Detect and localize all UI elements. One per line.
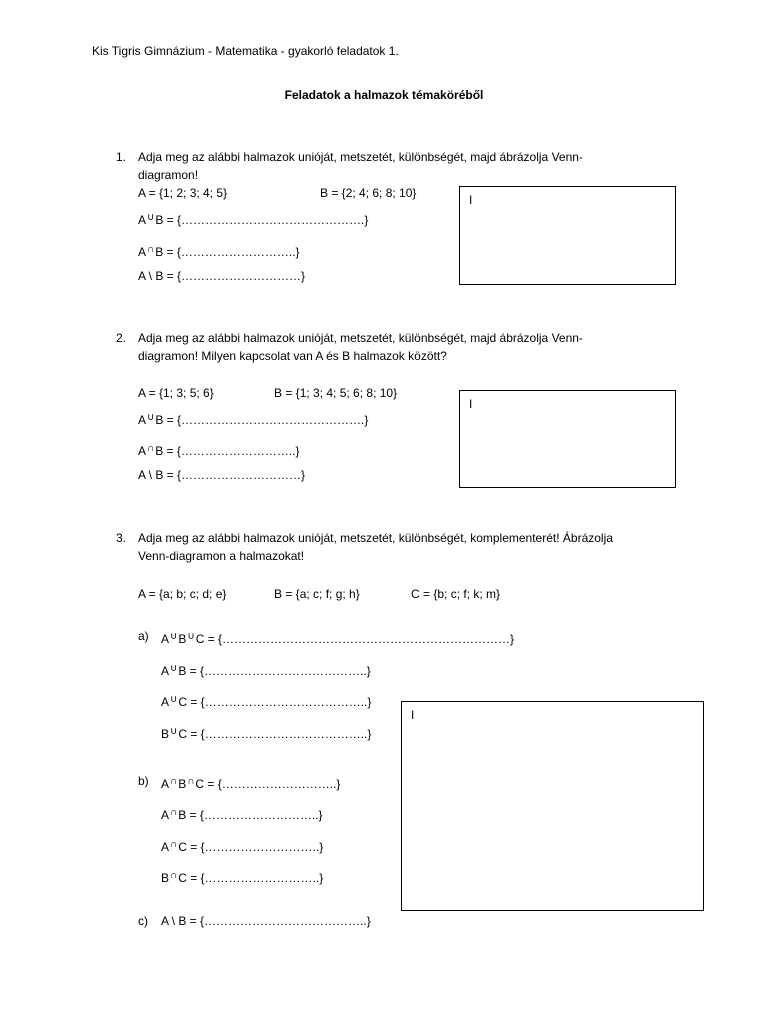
task-3-b-intersection-bc: [161, 868, 323, 886]
set-name: A: [161, 632, 170, 646]
text-cursor: I: [411, 708, 415, 722]
union-symbol: ∪: [147, 412, 155, 423]
task-3-c-difference: A \ B = {…………………………………..}: [161, 914, 371, 928]
union-symbol: ∪: [170, 726, 178, 737]
task-3-text-line1: Adja meg az alábbi halmazok unióját, metszetét, különbségét, komplementerét! Ábrázolja: [138, 531, 613, 545]
set-name: A: [161, 808, 170, 822]
union-symbol: ∪: [170, 631, 178, 642]
intersection-symbol: ∩: [170, 807, 178, 818]
task-2-text-line1: Adja meg az alábbi halmazok unióját, metszetét, különbségét, majd ábrázolja Venn-: [138, 331, 583, 345]
answer-blank: B = {………………………..}: [178, 808, 323, 822]
task-3-b-label: b): [138, 774, 149, 788]
task-2-difference: A \ B = {…………………………}: [138, 468, 306, 482]
task-3-set-b: B = {a; c; f; g; h}: [274, 587, 360, 601]
task-3-venn-box[interactable]: [401, 701, 704, 911]
task-3-a-union-ac: [161, 692, 371, 710]
task-1-venn-box[interactable]: [459, 186, 676, 285]
intersection-symbol: ∩: [170, 839, 178, 850]
task-2-set-b: B = {1; 3; 4; 5; 6; 8; 10}: [274, 386, 398, 400]
task-3-a-union-ab: [161, 661, 371, 679]
set-name: A: [138, 245, 147, 259]
answer-blank: C = {………………………………………………………………}: [195, 632, 515, 646]
set-name: A: [161, 777, 170, 791]
set-name: A: [161, 664, 170, 678]
task-1-set-b: B = {2; 4; 6; 8; 10}: [320, 186, 417, 200]
union-symbol: ∪: [187, 631, 195, 642]
task-2-text-line2: diagramon! Milyen kapcsolat van A és B halmazok között?: [138, 349, 447, 363]
answer-blank: C = {………………………..}: [178, 871, 324, 885]
task-2-intersection: [138, 441, 300, 459]
task-3-a-label: a): [138, 629, 149, 643]
task-3-text-line2: Venn-diagramon a halmazokat!: [138, 549, 305, 563]
task-3-a-union-abc: [161, 629, 514, 647]
answer-blank: B = {……………………………………….}: [155, 413, 369, 427]
text-cursor: I: [469, 397, 473, 411]
task-1-difference: A \ B = {…………………………}: [138, 269, 306, 283]
task-3-b-intersection-ab: [161, 805, 323, 823]
task-2-set-a: A = {1; 3; 5; 6}: [138, 386, 214, 400]
set-name: A: [138, 444, 147, 458]
task-3-number: 3.: [116, 531, 127, 545]
set-name: B: [178, 632, 187, 646]
set-name: B: [178, 777, 187, 791]
document-header: Kis Tigris Gimnázium - Matematika - gyakorló feladatok 1.: [92, 44, 399, 58]
answer-blank: C = {…………………………………..}: [178, 727, 372, 741]
intersection-symbol: ∩: [170, 870, 178, 881]
task-1-intersection: [138, 242, 300, 260]
text-cursor: I: [469, 193, 473, 207]
answer-blank: B = {…………………………………..}: [178, 664, 371, 678]
task-2-number: 2.: [116, 331, 127, 345]
task-1-number: 1.: [116, 150, 127, 164]
intersection-symbol: ∩: [147, 443, 155, 454]
union-symbol: ∪: [170, 663, 178, 674]
set-name: A: [161, 840, 170, 854]
intersection-symbol: ∩: [170, 776, 178, 787]
set-name: B: [161, 727, 170, 741]
set-name: A: [161, 695, 170, 709]
set-name: A: [138, 213, 147, 227]
set-name: A: [138, 413, 147, 427]
task-3-a-union-bc: [161, 724, 371, 742]
task-1-set-a: A = {1; 2; 3; 4; 5}: [138, 186, 228, 200]
answer-blank: C = {………………………..}: [178, 840, 324, 854]
answer-blank: B = {………………………..}: [155, 245, 300, 259]
task-3-set-a: A = {a; b; c; d; e}: [138, 587, 227, 601]
intersection-symbol: ∩: [147, 244, 155, 255]
task-1-text-line2: diagramon!: [138, 168, 199, 182]
answer-blank: C = {………………………..}: [195, 777, 341, 791]
union-symbol: ∪: [170, 694, 178, 705]
answer-blank: C = {…………………………………..}: [178, 695, 372, 709]
answer-blank: B = {………………………..}: [155, 444, 300, 458]
set-name: B: [161, 871, 170, 885]
task-3-set-c: C = {b; c; f; k; m}: [411, 587, 501, 601]
task-3-b-intersection-ac: [161, 837, 323, 855]
answer-blank: B = {……………………………………….}: [155, 213, 369, 227]
page-title: Feladatok a halmazok témaköréből: [284, 88, 484, 102]
task-2-union: [138, 410, 368, 428]
union-symbol: ∪: [147, 212, 155, 223]
task-3-c-label: c): [138, 914, 148, 928]
task-1-text-line1: Adja meg az alábbi halmazok unióját, metszetét, különbségét, majd ábrázolja Venn-: [138, 150, 583, 164]
task-3-b-intersection-abc: [161, 774, 340, 792]
task-1-union: [138, 210, 368, 228]
intersection-symbol: ∩: [187, 776, 195, 787]
task-2-venn-box[interactable]: [459, 390, 676, 488]
